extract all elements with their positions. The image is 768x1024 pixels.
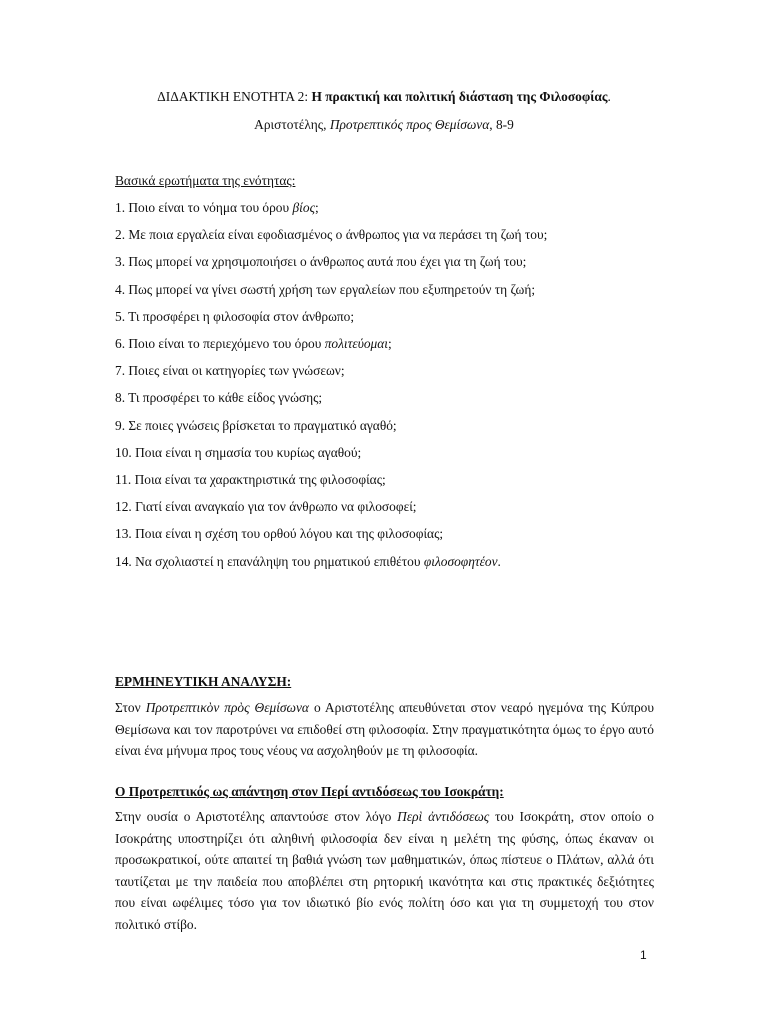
question-item — [115, 471, 386, 489]
question-item — [115, 553, 501, 571]
question-text: 7. Ποιες είναι οι κατηγορίες των γνώσεων; — [115, 363, 345, 379]
page-number: 1 — [640, 948, 647, 962]
question-text: 8. Τι προσφέρει το κάθε είδος γνώσης; — [115, 390, 323, 406]
unit-prefix: ΔΙΔΑΚΤΙΚΗ ΕΝΟΤΗΤΑ 2: — [157, 89, 309, 104]
source-line — [0, 116, 768, 134]
question-term: βίος — [292, 200, 316, 215]
p1-pre: Στον — [115, 700, 146, 715]
source-work: Προτρεπτικός προς Θεμίσωνα — [329, 117, 490, 132]
question-item — [115, 199, 319, 217]
question-text: 9. Σε ποιες γνώσεις βρίσκεται το πραγματικό αγαθό; — [115, 417, 397, 433]
question-item — [115, 308, 354, 326]
question-punct: ; — [388, 336, 392, 351]
question-text: 3. Πως μπορεί να χρησιμοποιήσει ο άνθρωπος αυτά που έχει για τη ζωή του; — [115, 254, 527, 270]
question-item — [115, 444, 361, 462]
question-item — [115, 362, 345, 380]
source-author: Αριστοτέλης, — [254, 117, 327, 132]
p2-pre: Στην ουσία ο Αριστοτέλης απαντούσε στον λόγο — [115, 809, 398, 824]
analysis-paragraph-2 — [115, 806, 654, 935]
source-ref: , 8-9 — [489, 117, 514, 132]
unit-title-line — [0, 88, 768, 106]
question-item — [115, 525, 443, 543]
question-item — [115, 498, 417, 516]
question-text: 4. Πως μπορεί να γίνει σωστή χρήση των εργαλείων που εξυπηρετούν τη ζωή; — [115, 281, 536, 297]
question-punct: ; — [315, 200, 319, 215]
unit-title-end: . — [607, 89, 611, 104]
question-text: 12. Γιατί είναι αναγκαίο για τον άνθρωπο να φιλοσοφεί; — [115, 499, 417, 515]
question-text: 11. Ποια είναι τα χαρακτηριστικά της φιλοσοφίας; — [115, 472, 386, 487]
question-text: 14. Να σχολιαστεί η επανάληψη του ρηματικού επιθέτου — [115, 553, 424, 569]
p2-post: του Ισοκράτη, στον οποίο ο Ισοκράτης υποστηρίζει ότι αληθινή φιλοσοφία δεν είναι η μελέτη της φύσης, όπως έκαναν οι προσωκρατικοί, ούτε απαιτεί τη βαθιά γνώση των μαθηματικών, όπως πίστευε ο Πλάτων, αλλά ότι ταυτίζεται με την παιδεία που αποβλέπει στη ρητορική ικανότητα και στις πρακτικές δεξιότητες που είναι ωφέλιμες τόσο για τον ιδιωτικό βίο ενός πολίτη όσο και για τη συμμετοχή του στον πολιτικό στίβο. — [115, 809, 654, 932]
question-term: φιλοσοφητέον — [423, 553, 498, 569]
question-item — [115, 389, 322, 407]
question-text: 13. Ποια είναι η σχέση του ορθού λόγου και της φιλοσοφίας; — [115, 526, 444, 542]
question-text: 2. Με ποια εργαλεία είναι εφοδιασμένος ο άνθρωπος για να περάσει τη ζωή του; — [115, 227, 548, 243]
question-item — [115, 281, 535, 299]
question-text: 1. Ποιο είναι το νόημα του όρου — [115, 200, 293, 215]
question-item — [115, 253, 526, 271]
question-term: πολιτεύομαι — [324, 336, 389, 351]
p1-work-title: Προτρεπτικὸν πρὸς Θεμίσωνα — [145, 700, 309, 715]
analysis-heading: ΕΡΜΗΝΕΥΤΙΚΗ ΑΝΑΛΥΣΗ: — [115, 674, 292, 689]
question-text: 5. Τι προσφέρει η φιλοσοφία στον άνθρωπο; — [115, 308, 355, 324]
p1-post: ο Αριστοτέλης απευθύνεται στον νεαρό ηγεμόνα της Κύπρου Θεμίσωνα και τον παροτρύνει να επιδοθεί στη φιλοσοφία. Στην πραγματικότητα όμως το έργο αυτό είναι ένα μήνυμα προς τους νέους να ασχοληθούν με τη φιλοσοφία. — [115, 700, 655, 758]
question-text: 10. Ποια είναι η σημασία του κυρίως αγαθού; — [115, 444, 362, 460]
question-punct: . — [497, 553, 501, 569]
question-text: 6. Ποιο είναι το περιεχόμενο του όρου — [115, 336, 325, 351]
question-item — [115, 335, 392, 353]
questions-heading: Βασικά ερωτήματα της ενότητας: — [115, 173, 296, 188]
analysis-paragraph-1 — [115, 697, 654, 762]
question-item — [115, 417, 397, 435]
p2-work-title: Περὶ ἀντιδόσεως — [397, 809, 490, 824]
unit-title: Η πρακτική και πολιτική διάσταση της Φιλοσοφίας — [311, 89, 608, 104]
question-item — [115, 226, 547, 244]
analysis-subheading: Ο Προτρεπτικός ως απάντηση στον Περί αντιδόσεως του Ισοκράτη: — [115, 784, 504, 799]
